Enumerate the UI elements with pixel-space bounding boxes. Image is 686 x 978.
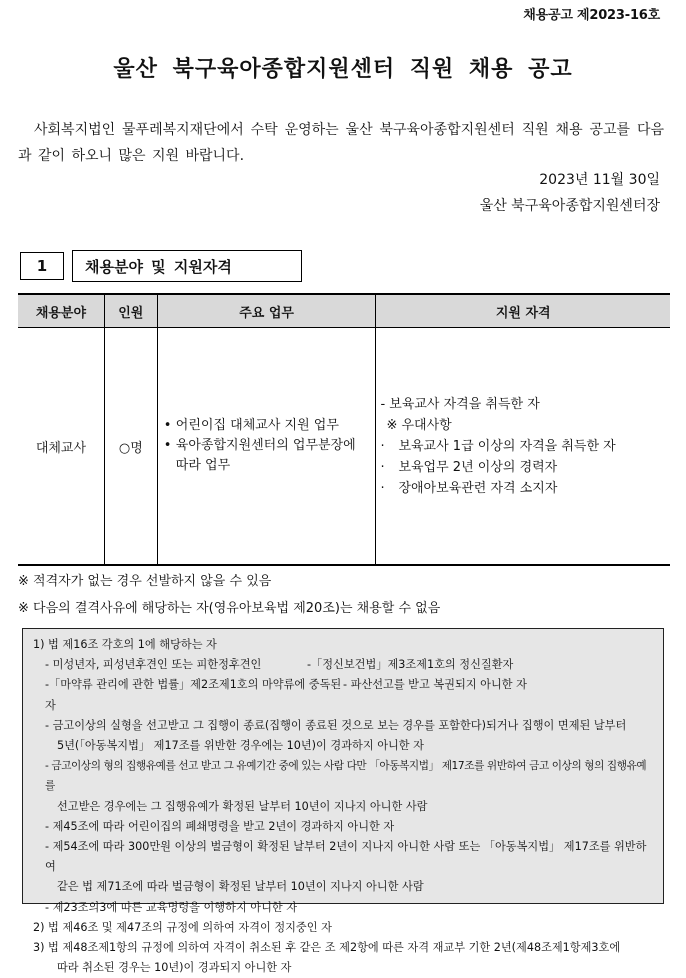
qualification-block (376, 394, 670, 499)
disq-line: 선고받은 경우에는 그 집행유예가 확정된 날부터 10년이 지나지 아니한 사람 (57, 799, 428, 813)
duty-text: 어린이집 대체교사 지원 업무 (175, 418, 339, 433)
disq-line: - 금고이상의 실형을 선고받고 그 집행이 종료(집행이 종료된 것으로 보는 경우를 포함한다)되거나 집행이 면제된 날부터 (45, 718, 627, 732)
section-title: 채용분야 및 지원자격 (72, 250, 302, 282)
notice-number: 채용공고 제2023-16호 (523, 8, 660, 23)
preference-title: ※ 우대사항 (386, 417, 452, 433)
header-qualifications: 지원 자격 (376, 294, 670, 328)
qualification-text: - 보육교사 자격을 취득한 자 (380, 396, 540, 412)
cell-count: ○명 (104, 328, 157, 566)
bullet-icon: · (380, 459, 385, 475)
duty-text: 육아종합지원센터의 업무분장에 따라 업무 (175, 438, 356, 473)
cell-qualifications (376, 328, 670, 566)
preference-text: 보육업무 2년 이상의 경력자 (398, 459, 558, 475)
list-item (33, 655, 655, 675)
disq-line: -「정신보건법」제3조제1호의 정신질환자 (307, 658, 514, 672)
note-disqualification: ※ 다음의 결격사유에 해당하는 자(영유아보육법 제20조)는 채용할 수 없음 (18, 601, 441, 616)
list-item (380, 457, 664, 478)
list-item (33, 675, 655, 715)
disq-item-3: 3) 법 제48조제1항의 규정에 의하여 자격이 취소된 후 같은 조 제2항에 따른 자격 재교부 기한 2년(제48조제1항제3호에 (33, 941, 621, 955)
bullet-icon: • (163, 438, 172, 453)
header-count: 인원 (104, 294, 157, 328)
issuing-organization: 울산 북구육아종합지원센터장 (479, 198, 660, 214)
disq-item-2: 2) 법 제46조 및 제47조의 규정에 의하여 자격이 정지중인 자 (33, 920, 332, 934)
table-row (18, 328, 670, 566)
disq-line: -「마약류 관리에 관한 법률」제2조제1호의 마약류에 중독된 자 (45, 678, 342, 712)
note-no-qualified: ※ 적격자가 없는 경우 선발하지 않을 수 있음 (18, 574, 272, 589)
bullet-icon: • (163, 418, 172, 433)
disq-item-1: 1) 법 제16조 각호의 1에 해당하는 자 (33, 638, 217, 651)
cell-field: 대체교사 (18, 328, 104, 566)
notice-date: 2023년 11월 30일 (539, 172, 660, 188)
list-item (380, 478, 664, 499)
header-field: 채용분야 (18, 294, 104, 328)
disq-line: 같은 법 제71조에 따라 벌금형이 확정된 날부터 10년이 지나지 아니한 사람 (57, 880, 424, 894)
bullet-icon: · (380, 438, 385, 454)
disq-line: - 파산선고를 받고 복권되지 아니한 자 (343, 678, 527, 692)
duty-list (158, 416, 376, 476)
intro-paragraph: 사회복지법인 물푸레복지재단에서 수탁 운영하는 울산 북구육아종합지원센터 직원 채용 공고를 다음과 같이 하오니 많은 지원 바랍니다. (18, 122, 664, 164)
bullet-icon: · (380, 480, 385, 496)
disqualification-box (22, 628, 664, 975)
disq-line: 5년(「아동복지법」 제17조를 위반한 경우에는 10년)이 경과하지 아니한 자 (57, 739, 424, 753)
disq-line: - 금고이상의 형의 집행유예를 선고 받고 그 유예기간 중에 있는 사람 다만 「아동복지법」 제17조를 위반하여 금고 이상의 형의 집행유예를 (45, 760, 647, 793)
cell-duties (157, 328, 376, 566)
page-title: 울산 북구육아종합지원센터 직원 채용 공고 (113, 57, 573, 82)
disq-line: - 미성년자, 피성년후견인 또는 피한정후견인 (45, 658, 262, 672)
section-number: 1 (20, 252, 64, 280)
list-item (164, 416, 370, 436)
disq-line: - 제45조에 따라 어린이집의 폐쇄명령을 받고 2년이 경과하지 아니한 자 (45, 819, 395, 833)
preference-text: 장애아보육관련 자격 소지자 (398, 480, 558, 496)
list-item (380, 436, 664, 457)
header-duties: 주요 업무 (157, 294, 376, 328)
disq-line: 따라 취소된 경우는 10년)이 경과되지 아니한 자 (57, 961, 292, 975)
recruitment-table (18, 293, 670, 566)
disq-line: - 제54조에 따라 300만원 이상의 벌금형이 확정된 날부터 2년이 지나지 아니한 사람 또는 「아동복지법」 제17조를 위반하여 (45, 840, 647, 874)
list-item (164, 436, 370, 476)
preference-text: 보육교사 1급 이상의 자격을 취득한 자 (398, 438, 616, 454)
disq-line: - 제23조의3에 따른 교육명령을 이행하지 아니한 자 (45, 900, 298, 914)
table-header-row (18, 294, 670, 328)
